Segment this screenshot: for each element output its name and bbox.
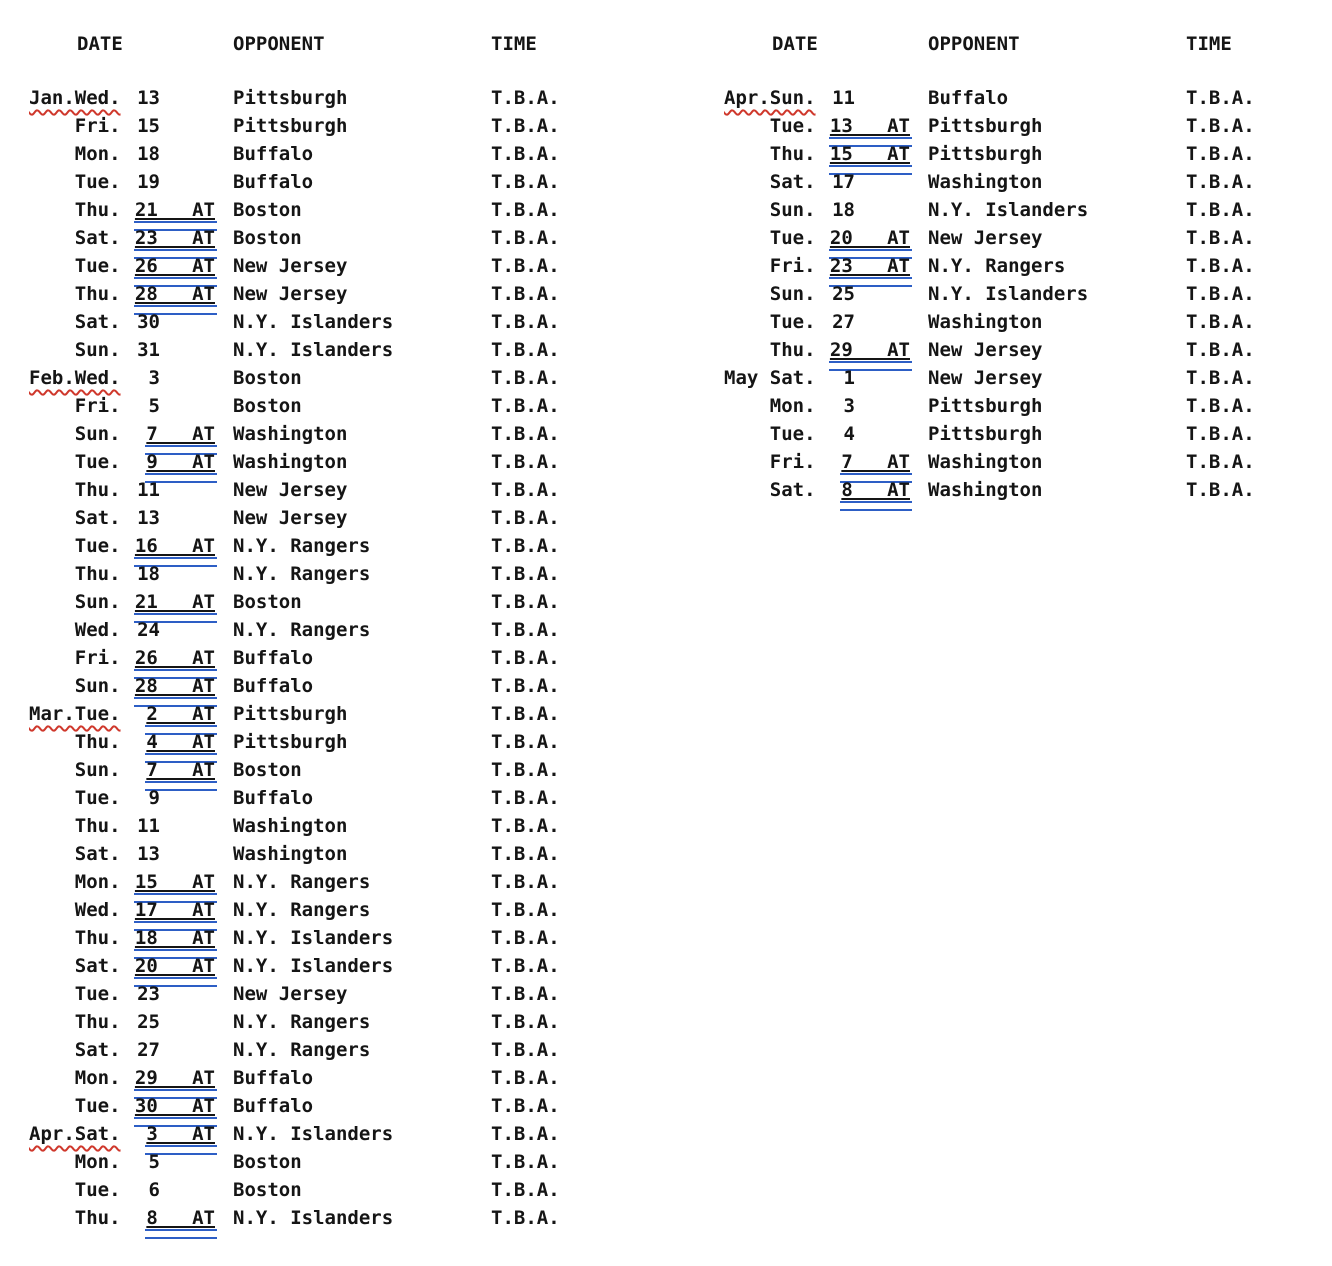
game-row <box>724 476 1324 504</box>
game-opponent: New Jersey <box>233 479 348 501</box>
game-day-at-marker: 21 AT <box>135 196 215 224</box>
game-opponent: N.Y. Islanders <box>233 1123 394 1145</box>
game-date: Sun. <box>29 759 121 781</box>
game-day-at-marker: 13 AT <box>830 112 910 140</box>
game-opponent: Washington <box>928 451 1043 473</box>
game-date: Mon. <box>724 395 816 417</box>
game-opponent: N.Y. Rangers <box>233 1039 371 1061</box>
game-day-at-marker: 9 AT <box>146 448 215 476</box>
game-opponent: Washington <box>928 171 1043 193</box>
game-opponent: New Jersey <box>233 255 348 277</box>
game-time: T.B.A. <box>1186 143 1255 165</box>
game-date: Sat. <box>29 955 121 977</box>
game-date: Sat. <box>29 507 121 529</box>
game-day: 13 <box>137 507 160 529</box>
game-time: T.B.A. <box>491 815 560 837</box>
game-time: T.B.A. <box>1186 395 1255 417</box>
game-opponent: Pittsburgh <box>928 115 1043 137</box>
game-opponent: N.Y. Islanders <box>233 927 394 949</box>
game-day-at-marker: 30 AT <box>135 1092 215 1120</box>
game-day-at-marker: 18 AT <box>135 924 215 952</box>
game-time: T.B.A. <box>1186 227 1255 249</box>
game-rows-left <box>29 84 629 1232</box>
game-opponent: N.Y. Islanders <box>928 199 1089 221</box>
game-row <box>724 252 1324 280</box>
game-opponent: Boston <box>233 591 302 613</box>
game-opponent: Washington <box>233 815 348 837</box>
game-time: T.B.A. <box>491 1067 560 1089</box>
game-time: T.B.A. <box>1186 255 1255 277</box>
game-opponent: Pittsburgh <box>928 395 1043 417</box>
game-day: 17 <box>832 171 855 193</box>
game-opponent: N.Y. Islanders <box>233 339 394 361</box>
game-time: T.B.A. <box>491 787 560 809</box>
game-time: T.B.A. <box>491 423 560 445</box>
game-row <box>29 140 629 168</box>
game-date: Fri. <box>724 255 816 277</box>
game-time: T.B.A. <box>491 955 560 977</box>
game-opponent: New Jersey <box>233 983 348 1005</box>
game-time: T.B.A. <box>491 367 560 389</box>
game-date: Wed. <box>29 619 121 641</box>
game-time: T.B.A. <box>1186 283 1255 305</box>
column-header-opponent: OPPONENT <box>928 33 1020 55</box>
game-time: T.B.A. <box>491 283 560 305</box>
game-date: Tue. <box>724 115 816 137</box>
game-day-at-marker: 23 AT <box>135 224 215 252</box>
game-time: T.B.A. <box>491 395 560 417</box>
game-opponent: Washington <box>233 451 348 473</box>
game-row <box>724 224 1324 252</box>
game-day: 15 <box>137 115 160 137</box>
game-opponent: N.Y. Rangers <box>928 255 1066 277</box>
game-time: T.B.A. <box>491 479 560 501</box>
game-day: 3 <box>148 367 160 389</box>
game-opponent: N.Y. Rangers <box>233 535 371 557</box>
game-row <box>29 1176 629 1204</box>
spellcheck-squiggle-text: Apr.Sat. <box>29 1123 121 1145</box>
game-date: Sun. <box>29 675 121 697</box>
game-date: Sat. <box>29 311 121 333</box>
game-date: Wed. <box>29 899 121 921</box>
game-time: T.B.A. <box>1186 311 1255 333</box>
game-day: 30 <box>137 311 160 333</box>
schedule-column-right <box>724 0 1324 1266</box>
game-day-at-marker: 28 AT <box>135 672 215 700</box>
game-opponent: Washington <box>928 311 1043 333</box>
game-row <box>724 196 1324 224</box>
game-opponent: Boston <box>233 1179 302 1201</box>
game-day: 11 <box>137 815 160 837</box>
game-day: 19 <box>137 171 160 193</box>
game-row <box>29 1064 629 1092</box>
game-day: 4 <box>843 423 855 445</box>
game-day-at-marker: 29 AT <box>830 336 910 364</box>
game-date: Thu. <box>29 731 121 753</box>
game-row <box>724 140 1324 168</box>
game-day-at-marker: 7 AT <box>146 756 215 784</box>
game-row <box>29 588 629 616</box>
game-day-at-marker: 26 AT <box>135 644 215 672</box>
game-day-at-marker: 29 AT <box>135 1064 215 1092</box>
game-opponent: N.Y. Islanders <box>233 1207 394 1229</box>
game-row <box>29 476 629 504</box>
game-opponent: N.Y. Rangers <box>233 871 371 893</box>
game-day-at-marker: 7 AT <box>841 448 910 476</box>
game-row <box>29 532 629 560</box>
game-row <box>29 420 629 448</box>
game-day: 25 <box>832 283 855 305</box>
game-opponent: New Jersey <box>928 227 1043 249</box>
game-day-at-marker: 17 AT <box>135 896 215 924</box>
game-row <box>29 728 629 756</box>
column-header-date: DATE <box>77 33 123 55</box>
game-date <box>724 84 816 112</box>
game-day-at-marker: 21 AT <box>135 588 215 616</box>
game-time: T.B.A. <box>491 507 560 529</box>
game-day-at-marker: 7 AT <box>146 420 215 448</box>
game-row <box>29 364 629 392</box>
game-opponent: Buffalo <box>233 647 314 669</box>
game-date: Thu. <box>724 143 816 165</box>
game-opponent: Pittsburgh <box>233 115 348 137</box>
game-time: T.B.A. <box>1186 451 1255 473</box>
game-date: Sun. <box>724 283 816 305</box>
game-opponent: New Jersey <box>928 339 1043 361</box>
game-time: T.B.A. <box>491 871 560 893</box>
game-date: Tue. <box>29 787 121 809</box>
game-row <box>724 392 1324 420</box>
game-day-at-marker: 26 AT <box>135 252 215 280</box>
game-opponent: Buffalo <box>233 143 314 165</box>
game-day-at-marker: 20 AT <box>135 952 215 980</box>
game-time: T.B.A. <box>491 1011 560 1033</box>
game-row <box>724 448 1324 476</box>
game-time: T.B.A. <box>1186 367 1255 389</box>
game-row <box>29 1120 629 1148</box>
game-date <box>29 1120 121 1148</box>
spellcheck-squiggle-text: Jan.Wed. <box>29 87 121 109</box>
game-date: Tue. <box>29 451 121 473</box>
game-date: Mon. <box>29 871 121 893</box>
game-date: Tue. <box>29 535 121 557</box>
game-row <box>29 784 629 812</box>
game-day: 1 <box>843 367 855 389</box>
game-time: T.B.A. <box>491 143 560 165</box>
game-row <box>29 840 629 868</box>
game-opponent: Pittsburgh <box>928 143 1043 165</box>
game-row <box>29 952 629 980</box>
game-day: 5 <box>148 395 160 417</box>
column-header-date: DATE <box>772 33 818 55</box>
game-day: 23 <box>137 983 160 1005</box>
game-opponent: Buffalo <box>928 87 1009 109</box>
game-row <box>724 168 1324 196</box>
game-opponent: Boston <box>233 395 302 417</box>
game-opponent: Pittsburgh <box>233 703 348 725</box>
game-date: May Sat. <box>724 367 816 389</box>
game-date: Thu. <box>29 199 121 221</box>
game-row <box>29 112 629 140</box>
game-opponent: Boston <box>233 367 302 389</box>
game-row <box>29 616 629 644</box>
game-date: Thu. <box>29 815 121 837</box>
game-row <box>29 280 629 308</box>
column-header-opponent: OPPONENT <box>233 33 325 55</box>
game-opponent: N.Y. Rangers <box>233 1011 371 1033</box>
game-day: 6 <box>148 1179 160 1201</box>
game-row <box>29 392 629 420</box>
game-date: Sun. <box>29 423 121 445</box>
game-opponent: Washington <box>233 843 348 865</box>
game-time: T.B.A. <box>491 703 560 725</box>
game-time: T.B.A. <box>1186 339 1255 361</box>
game-opponent: N.Y. Rangers <box>233 563 371 585</box>
game-time: T.B.A. <box>491 171 560 193</box>
spellcheck-squiggle-text: Apr.Sun. <box>724 87 816 109</box>
game-day: 18 <box>137 563 160 585</box>
game-date: Tue. <box>724 227 816 249</box>
game-time: T.B.A. <box>491 563 560 585</box>
game-date: Sun. <box>724 199 816 221</box>
game-time: T.B.A. <box>491 675 560 697</box>
game-date: Sat. <box>29 843 121 865</box>
game-day-at-marker: 15 AT <box>830 140 910 168</box>
game-time: T.B.A. <box>491 227 560 249</box>
game-time: T.B.A. <box>1186 115 1255 137</box>
game-date: Thu. <box>29 1207 121 1229</box>
game-time: T.B.A. <box>1186 171 1255 193</box>
game-opponent: Buffalo <box>233 1095 314 1117</box>
game-day: 24 <box>137 619 160 641</box>
game-day: 13 <box>137 843 160 865</box>
game-date: Thu. <box>29 927 121 949</box>
game-date <box>29 700 121 728</box>
game-day: 11 <box>832 87 855 109</box>
game-date: Sat. <box>724 171 816 193</box>
game-time: T.B.A. <box>491 731 560 753</box>
game-date: Mon. <box>29 1151 121 1173</box>
game-opponent: N.Y. Rangers <box>233 619 371 641</box>
game-row <box>29 504 629 532</box>
game-opponent: Buffalo <box>233 171 314 193</box>
game-row <box>724 308 1324 336</box>
game-time: T.B.A. <box>491 983 560 1005</box>
game-day: 18 <box>832 199 855 221</box>
game-time: T.B.A. <box>491 647 560 669</box>
game-row <box>29 1092 629 1120</box>
game-row <box>29 672 629 700</box>
game-row <box>29 896 629 924</box>
game-time: T.B.A. <box>491 591 560 613</box>
game-row <box>29 1204 629 1232</box>
game-opponent: N.Y. Islanders <box>928 283 1089 305</box>
game-opponent: Boston <box>233 199 302 221</box>
game-row <box>724 280 1324 308</box>
game-opponent: Washington <box>928 479 1043 501</box>
game-row <box>29 980 629 1008</box>
game-row <box>29 448 629 476</box>
column-header-time: TIME <box>491 33 537 55</box>
game-row <box>29 644 629 672</box>
game-time: T.B.A. <box>491 1179 560 1201</box>
game-opponent: N.Y. Islanders <box>233 955 394 977</box>
game-time: T.B.A. <box>491 927 560 949</box>
game-time: T.B.A. <box>491 535 560 557</box>
game-date: Tue. <box>29 983 121 1005</box>
game-row <box>29 868 629 896</box>
game-time: T.B.A. <box>1186 423 1255 445</box>
game-day: 3 <box>843 395 855 417</box>
game-date: Tue. <box>724 311 816 333</box>
game-date: Fri. <box>724 451 816 473</box>
game-opponent: New Jersey <box>233 283 348 305</box>
game-opponent: Boston <box>233 1151 302 1173</box>
game-day-at-marker: 3 AT <box>146 1120 215 1148</box>
game-date: Tue. <box>724 423 816 445</box>
game-row <box>724 336 1324 364</box>
game-date: Tue. <box>29 1179 121 1201</box>
game-row <box>29 756 629 784</box>
game-day: 13 <box>137 87 160 109</box>
game-time: T.B.A. <box>1186 199 1255 221</box>
game-day: 31 <box>137 339 160 361</box>
game-day-at-marker: 20 AT <box>830 224 910 252</box>
game-date: Sat. <box>29 227 121 249</box>
game-date: Tue. <box>29 255 121 277</box>
game-date: Fri. <box>29 115 121 137</box>
game-day: 18 <box>137 143 160 165</box>
game-row <box>29 1036 629 1064</box>
game-opponent: New Jersey <box>928 367 1043 389</box>
game-day-at-marker: 16 AT <box>135 532 215 560</box>
game-date: Fri. <box>29 647 121 669</box>
game-date: Tue. <box>29 1095 121 1117</box>
game-day-at-marker: 8 AT <box>146 1204 215 1232</box>
game-row <box>29 84 629 112</box>
game-opponent: Boston <box>233 227 302 249</box>
game-date: Thu. <box>29 563 121 585</box>
game-row <box>724 364 1324 392</box>
game-day-at-marker: 2 AT <box>146 700 215 728</box>
game-row <box>29 924 629 952</box>
game-time: T.B.A. <box>491 843 560 865</box>
game-time: T.B.A. <box>491 199 560 221</box>
game-day: 27 <box>137 1039 160 1061</box>
game-date: Fri. <box>29 395 121 417</box>
game-date: Mon. <box>29 1067 121 1089</box>
game-opponent: Boston <box>233 759 302 781</box>
game-row <box>29 560 629 588</box>
game-time: T.B.A. <box>491 759 560 781</box>
game-date: Thu. <box>29 1011 121 1033</box>
game-time: T.B.A. <box>491 1039 560 1061</box>
game-row <box>29 196 629 224</box>
column-header-time: TIME <box>1186 33 1232 55</box>
game-date: Sat. <box>29 1039 121 1061</box>
game-row <box>724 420 1324 448</box>
game-row <box>29 252 629 280</box>
game-opponent: Buffalo <box>233 787 314 809</box>
game-time: T.B.A. <box>491 899 560 921</box>
game-time: T.B.A. <box>491 1095 560 1117</box>
schedule-column-left <box>29 0 629 1266</box>
game-time: T.B.A. <box>491 115 560 137</box>
game-day-at-marker: 15 AT <box>135 868 215 896</box>
game-date: Sat. <box>724 479 816 501</box>
game-day-at-marker: 28 AT <box>135 280 215 308</box>
game-date: Sun. <box>29 591 121 613</box>
game-day-at-marker: 8 AT <box>841 476 910 504</box>
game-row <box>29 1008 629 1036</box>
game-opponent: New Jersey <box>233 507 348 529</box>
game-time: T.B.A. <box>491 311 560 333</box>
game-date: Mon. <box>29 143 121 165</box>
game-day: 11 <box>137 479 160 501</box>
game-time: T.B.A. <box>1186 479 1255 501</box>
game-date <box>29 364 121 392</box>
game-date: Thu. <box>724 339 816 361</box>
game-time: T.B.A. <box>491 1123 560 1145</box>
game-day: 9 <box>148 787 160 809</box>
game-day: 27 <box>832 311 855 333</box>
game-day-at-marker: 4 AT <box>146 728 215 756</box>
game-day-at-marker: 23 AT <box>830 252 910 280</box>
game-time: T.B.A. <box>491 87 560 109</box>
game-date <box>29 84 121 112</box>
game-row <box>29 224 629 252</box>
game-date: Sun. <box>29 339 121 361</box>
game-rows-right <box>724 84 1324 504</box>
game-row <box>29 308 629 336</box>
game-row <box>29 812 629 840</box>
game-date: Thu. <box>29 283 121 305</box>
game-time: T.B.A. <box>1186 87 1255 109</box>
game-time: T.B.A. <box>491 451 560 473</box>
game-time: T.B.A. <box>491 1207 560 1229</box>
game-time: T.B.A. <box>491 255 560 277</box>
game-day: 5 <box>148 1151 160 1173</box>
game-opponent: Washington <box>233 423 348 445</box>
game-row <box>724 112 1324 140</box>
game-time: T.B.A. <box>491 339 560 361</box>
game-date: Tue. <box>29 171 121 193</box>
game-row <box>29 1148 629 1176</box>
game-opponent: Pittsburgh <box>233 87 348 109</box>
game-opponent: Buffalo <box>233 675 314 697</box>
game-opponent: Buffalo <box>233 1067 314 1089</box>
spellcheck-squiggle-text: Feb.Wed. <box>29 367 121 389</box>
game-row <box>29 168 629 196</box>
game-row <box>724 84 1324 112</box>
game-row <box>29 336 629 364</box>
game-opponent: Pittsburgh <box>928 423 1043 445</box>
spellcheck-squiggle-text: Mar.Tue. <box>29 703 121 725</box>
game-opponent: N.Y. Islanders <box>233 311 394 333</box>
game-time: T.B.A. <box>491 1151 560 1173</box>
game-opponent: Pittsburgh <box>233 731 348 753</box>
game-day: 25 <box>137 1011 160 1033</box>
game-time: T.B.A. <box>491 619 560 641</box>
game-date: Thu. <box>29 479 121 501</box>
game-row <box>29 700 629 728</box>
game-opponent: N.Y. Rangers <box>233 899 371 921</box>
